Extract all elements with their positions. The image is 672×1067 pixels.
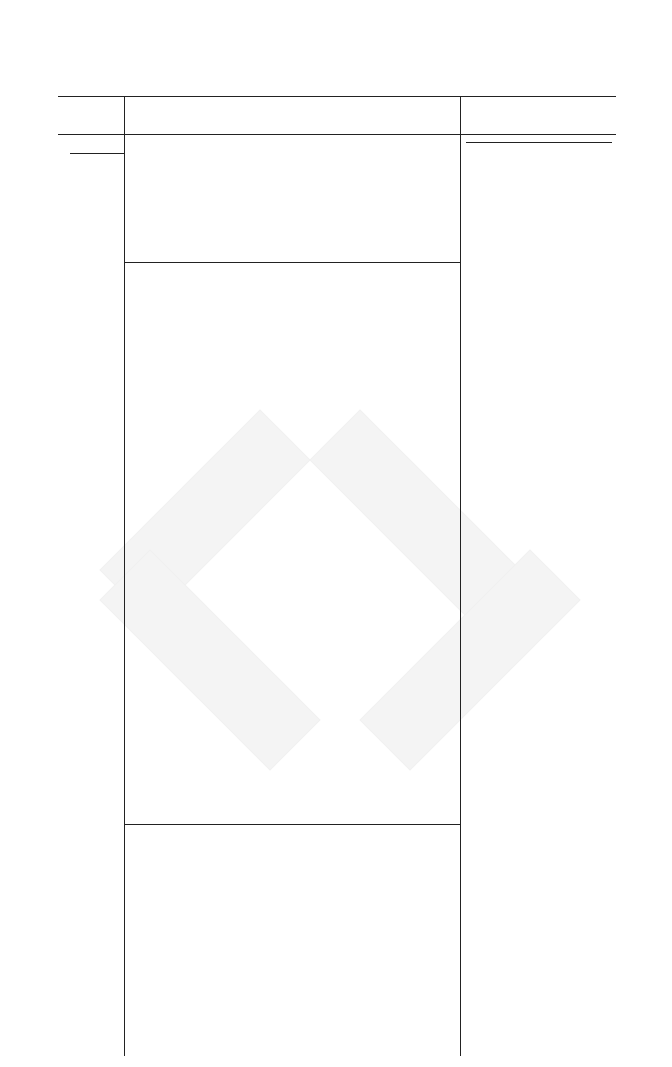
lsd-header — [387, 534, 444, 549]
entry2-rule — [124, 824, 460, 825]
date-column-rule — [124, 96, 125, 1056]
reference-top-rule — [466, 142, 612, 143]
header-bottom-rule — [58, 134, 616, 135]
table-top-rule — [58, 96, 616, 97]
entry1-rule — [124, 262, 460, 263]
item-amount — [362, 786, 452, 801]
watermark — [60, 270, 620, 790]
item-amount — [362, 548, 452, 563]
reference-column-rule — [460, 96, 461, 1056]
item-amount — [362, 660, 452, 675]
item-amount — [362, 842, 452, 857]
item-amount — [362, 576, 452, 591]
item-amount — [362, 618, 452, 633]
date-top-rule — [70, 153, 124, 154]
item-amount — [362, 716, 452, 731]
